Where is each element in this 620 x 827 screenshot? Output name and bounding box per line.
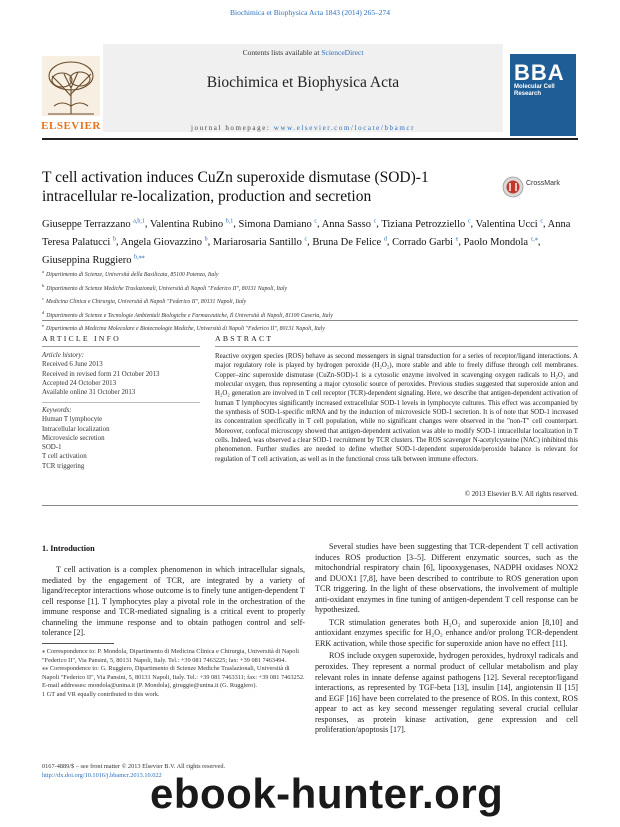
author-name: Valentina Rubino bbox=[149, 218, 224, 230]
affiliation-item bbox=[42, 321, 580, 335]
homepage-prefix: journal homepage: bbox=[190, 124, 274, 132]
keywords-rule bbox=[42, 402, 200, 403]
history-label: Article history: bbox=[42, 352, 84, 359]
author[interactable] bbox=[392, 237, 458, 248]
author-name: Valentina Ucci bbox=[475, 218, 538, 230]
contents-prefix: Contents lists available at bbox=[242, 48, 322, 57]
history-item: Received in revised form 21 October 2013 bbox=[42, 370, 160, 378]
affiliation-list bbox=[42, 267, 580, 335]
author[interactable] bbox=[322, 219, 377, 230]
article-info-heading: ARTICLE INFO bbox=[42, 334, 121, 343]
affiliation-letter: e bbox=[42, 323, 45, 329]
journal-title: Biochimica et Biophysica Acta bbox=[206, 74, 400, 91]
abstract-bottom-rule bbox=[42, 505, 578, 506]
author-affiliation-marker[interactable]: c bbox=[314, 218, 318, 224]
author-affiliation-marker[interactable]: e bbox=[455, 236, 459, 242]
watermark-text: ebook-hunter.org bbox=[150, 770, 504, 817]
keyword-item: Human T lymphocyte bbox=[42, 416, 103, 424]
author[interactable] bbox=[381, 219, 470, 230]
author-affiliation-marker[interactable]: b,⁎⁎ bbox=[134, 254, 145, 260]
keyword-item: T cell activation bbox=[42, 453, 87, 461]
article-info-rule bbox=[42, 346, 200, 347]
author-name: Anna Sasso bbox=[321, 218, 371, 230]
affiliation-letter: c bbox=[42, 296, 45, 302]
keyword-item: Intracellular localization bbox=[42, 425, 110, 433]
history-item: Received 6 June 2013 bbox=[42, 361, 103, 369]
affiliation-text: Dipartimento di Medicina Molecolare e Biotecnologie Mediche, Università di Napoli "Federico II", 80131 Napoli, Italy bbox=[46, 325, 325, 332]
body-paragraph: Several studies have been suggesting that TCR-dependent T cell activation induces ROS production [3–5]. Different enzymatic sources, such as the mitochondrial respiratory chain [6], lipooxygenases, NADPH oxidases NOX2 and DUOX1 [7,8], have been described to contribute to ROS generation upon TCR triggering. In the light of these observations, the involvement of multiple anti-oxidant enzymes in fine tuning of antigen-dependent T cell response can be hypothesized. bbox=[315, 542, 578, 615]
elsevier-tree-logo-icon bbox=[42, 56, 100, 116]
issn-line: 0167-4889/$ – see front matter © 2013 Elsevier B.V. All rights reserved. bbox=[42, 763, 226, 770]
journal-homepage-line bbox=[103, 124, 503, 132]
copyright-line: © 2013 Elsevier B.V. All rights reserved. bbox=[464, 491, 578, 498]
author-affiliation-marker[interactable]: b bbox=[204, 236, 208, 242]
sciencedirect-link[interactable]: ScienceDirect bbox=[321, 48, 364, 57]
introduction-heading: 1. Introduction bbox=[42, 544, 95, 553]
author[interactable] bbox=[42, 219, 145, 230]
cover-subtitle: Molecular Cell Research bbox=[514, 84, 555, 97]
author[interactable] bbox=[476, 219, 543, 230]
body-paragraph: ROS include oxygen superoxide, hydrogen peroxides, hydroxyl radicals and peroxides. They represent a normal product of cellular metabolism and play relevant roles in innate defense against pathogens [12]. Several receptor/ligand interactions, as represented by TGF-beta [13], insulin [14], angiotensin II [15] and EGF [16] have been correlated to the presence of ROS. In this context, ROS appear to act as key second messenger regulating several crucial cellular responses, as protein kinase activation, gene expression and cell proliferation/apoptosis [17]. bbox=[315, 651, 578, 735]
affiliation-item bbox=[42, 267, 580, 281]
author-affiliation-marker[interactable]: b,1 bbox=[225, 218, 234, 224]
footnotes bbox=[42, 648, 305, 699]
crossmark-icon[interactable] bbox=[502, 176, 524, 198]
author-list: Giuseppe Terrazzano $^{a,b,1}$, Valentina Rubino $^{b,1}$, Simona Damiano $^c$, Anna Sasso $^c$, Tiziana Petrozziello $^c$, Valentina Ucci $^c$, Anna Teresa Palatucci $^b$, Angela Giovazzino $^b$, Mariarosaria Santillo $^c$, Bruna De Felice $^d$, Corrado Garbi $^e$, Paolo Mondola $^{c,⁎}$, Giuseppina Ruggiero $^{b,⁎⁎}$ bbox=[42, 218, 571, 266]
footnote-item: ⁎⁎ Correspondence to: G. Ruggiero, Dipartimento di Scienze Mediche Traslazionali, Università di Napoli "Federico II", Via Pansini, 5, 80131 Napoli, Italy. Tel.: +39 081 7463311; fax: +39 081 7463252. bbox=[42, 665, 305, 681]
body-paragraph: T cell activation is a complex phenomenon in which intracellular signals, mediated by the engagement of TCR, are integrated by a variety of ligand/receptor interactions whose outcome is to finely tune antigen-dependent T cell response [1]. T lymphocytes play a pivotal role in the orchestration of the immune response and TCR-mediated signaling is a critical event to properly channeling the immune response and to obtain pathogen control and self-tolerance [2]. bbox=[42, 565, 305, 638]
cover-letters: BBA bbox=[514, 60, 565, 85]
footnote-rule bbox=[42, 643, 114, 644]
abstract-text: Reactive oxygen species (ROS) behave as second messengers in signal transduction for a series of receptor/ligand interactions. A major regulatory role is played by hydrogen peroxide (H₂O₂), more stable and able to freely diffuse through cell membranes. Copper–zinc superoxide dismutase (CuZn-SOD)-1 is a cytosolic enzyme involved in scavenging oxygen radicals to H₂O₂ and molecular oxygen, thus representing a major cytosolic source of peroxides. Previous studies suggested that superoxide anion and H₂O₂ generation are involved in T cell receptor (TCR)-dependent signaling. Here, we describe that antigen-dependent activation of human T lymphocytes significantly increased extracellular SOD-1 levels in lymphocyte cultures. This effect was accompanied by the synthesis of SOD-1-specific mRNA and by the induction of microvesicle SOD-1 secretion. It is of note that SOD-1 increased its concentration specifically in T cell population, while no significant changes were observed in the "non-T" cell counterpart. Moreover, confocal microscopy showed that antigen-dependent activation was able to modify SOD-1 intracellular localization in T cells. Indeed, was observed a clear SOD-1 recruitment by TCR clusters. The ROS scavenger N-acetylcysteine (NAC) inhibited this phenomenon. Further studies are needed to define whether SOD-1-dependent superoxide/peroxide balance is relevant for regulation of T cell activation, as well as in the functional cross talk between immune effectors. bbox=[215, 353, 578, 463]
author-affiliation-marker[interactable]: a,b,1 bbox=[133, 218, 145, 224]
history-item: Available online 31 October 2013 bbox=[42, 389, 136, 397]
author-name: Tiziana Petrozziello bbox=[381, 218, 466, 230]
homepage-link[interactable]: www.elsevier.com/locate/bbamcr bbox=[273, 124, 416, 132]
body-left-column bbox=[42, 565, 305, 641]
affiliation-text: Dipartimento di Scienze e Tecnologie Ambientali Biologiche e Farmaceutiche, Il Università di Napoli, 81100 Caserta, Italy bbox=[46, 312, 333, 319]
author[interactable] bbox=[464, 237, 538, 248]
author-name: Mariarosaria Santillo bbox=[212, 236, 302, 248]
section-rule bbox=[42, 320, 578, 321]
author-affiliation-marker[interactable]: c,⁎ bbox=[530, 236, 538, 242]
history-item: Accepted 24 October 2013 bbox=[42, 379, 117, 387]
author-name: Simona Damiano bbox=[238, 218, 312, 230]
author-affiliation-marker[interactable]: c bbox=[373, 218, 377, 224]
contents-line bbox=[103, 48, 503, 57]
keyword-item: SOD-1 bbox=[42, 444, 62, 452]
affiliation-text: Dipartimento di Scienze, Università della Basilicata, 85100 Potenza, Italy bbox=[46, 271, 219, 278]
author[interactable] bbox=[42, 255, 145, 266]
keyword-list bbox=[42, 406, 202, 471]
header-rule bbox=[42, 138, 578, 140]
affiliation-item bbox=[42, 294, 580, 308]
author[interactable] bbox=[213, 237, 307, 248]
footnote-item: ⁎ Correspondence to: P. Mondola, Dipartimento di Medicina Clinica e Chirurgia, Università di Napoli "Federico II", Via Pansini, 5, 80131 Napoli, Italy. Tel.: +39 081 7463225; fax: +39 081 7463494. bbox=[42, 648, 299, 664]
author-affiliation-marker[interactable]: b bbox=[112, 236, 116, 242]
author-affiliation-marker[interactable]: c bbox=[304, 236, 308, 242]
author-name: Bruna De Felice bbox=[312, 236, 382, 248]
author-name: Angela Giovazzino bbox=[120, 236, 203, 248]
body-right-column bbox=[315, 542, 578, 738]
author[interactable] bbox=[239, 219, 318, 230]
affiliation-letter: b bbox=[42, 282, 45, 288]
affiliation-item bbox=[42, 281, 580, 295]
author[interactable] bbox=[121, 237, 208, 248]
author-name: Anna Teresa Palatucci bbox=[42, 218, 571, 248]
author-affiliation-marker[interactable]: d bbox=[383, 236, 387, 242]
affiliation-letter: d bbox=[42, 309, 45, 315]
crossmark-label[interactable]: CrossMark bbox=[526, 180, 560, 187]
keyword-item: Microvesicle secretion bbox=[42, 434, 105, 442]
body-paragraph: TCR stimulation generates both H₂O₂ and superoxide anion [8,10] and antioxidant enzymes specific for H₂O₂ enhance and/or prolong TCR-dependent ERK activation, while those specific for superoxide anion have no effect [11]. bbox=[315, 617, 578, 648]
affiliation-text: Dipartimento di Scienze Mediche Traslazionali, Università di Napoli "Federico II", 80131 Napoli, Italy bbox=[46, 285, 288, 292]
article-title: T cell activation induces CuZn superoxide dismutase (SOD)-1 intracellular re-localization, production and secretion bbox=[42, 169, 429, 205]
abstract-heading: ABSTRACT bbox=[215, 334, 274, 343]
abstract-rule bbox=[215, 346, 578, 347]
author-name: Paolo Mondola bbox=[463, 236, 529, 248]
footnote-item: 1 GT and VR equally contributed to this work. bbox=[42, 690, 160, 698]
affiliation-text: Medicina Clinica e Chirurgia, Università di Napoli "Federico II", 80131 Napoli, Italy bbox=[46, 298, 247, 305]
footnote-item: E-mail addresses: mondola@unina.it (P. Mondola), giruggie@unina.it (G. Ruggiero). bbox=[42, 682, 257, 689]
elsevier-wordmark: ELSEVIER bbox=[41, 120, 101, 132]
affiliation-letter: a bbox=[42, 269, 45, 274]
author-affiliation-marker[interactable]: c bbox=[467, 218, 471, 224]
author[interactable] bbox=[312, 237, 386, 248]
article-history bbox=[42, 351, 202, 397]
doi-link[interactable]: http://dx.doi.org/10.1016/j.bbamcr.2013.10.022 bbox=[42, 771, 162, 779]
author-name: Giuseppe Terrazzano bbox=[42, 218, 131, 230]
journal-reference[interactable]: Biochimica et Biophysica Acta 1843 (2014) 265–274 bbox=[230, 8, 390, 17]
author[interactable] bbox=[150, 219, 233, 230]
author-affiliation-marker[interactable]: c bbox=[540, 218, 543, 224]
keywords-label: Keywords: bbox=[42, 407, 72, 414]
author-name: Corrado Garbi bbox=[392, 236, 454, 248]
author-name: Giuseppina Ruggiero bbox=[42, 254, 132, 266]
keyword-item: TCR triggering bbox=[42, 462, 85, 470]
